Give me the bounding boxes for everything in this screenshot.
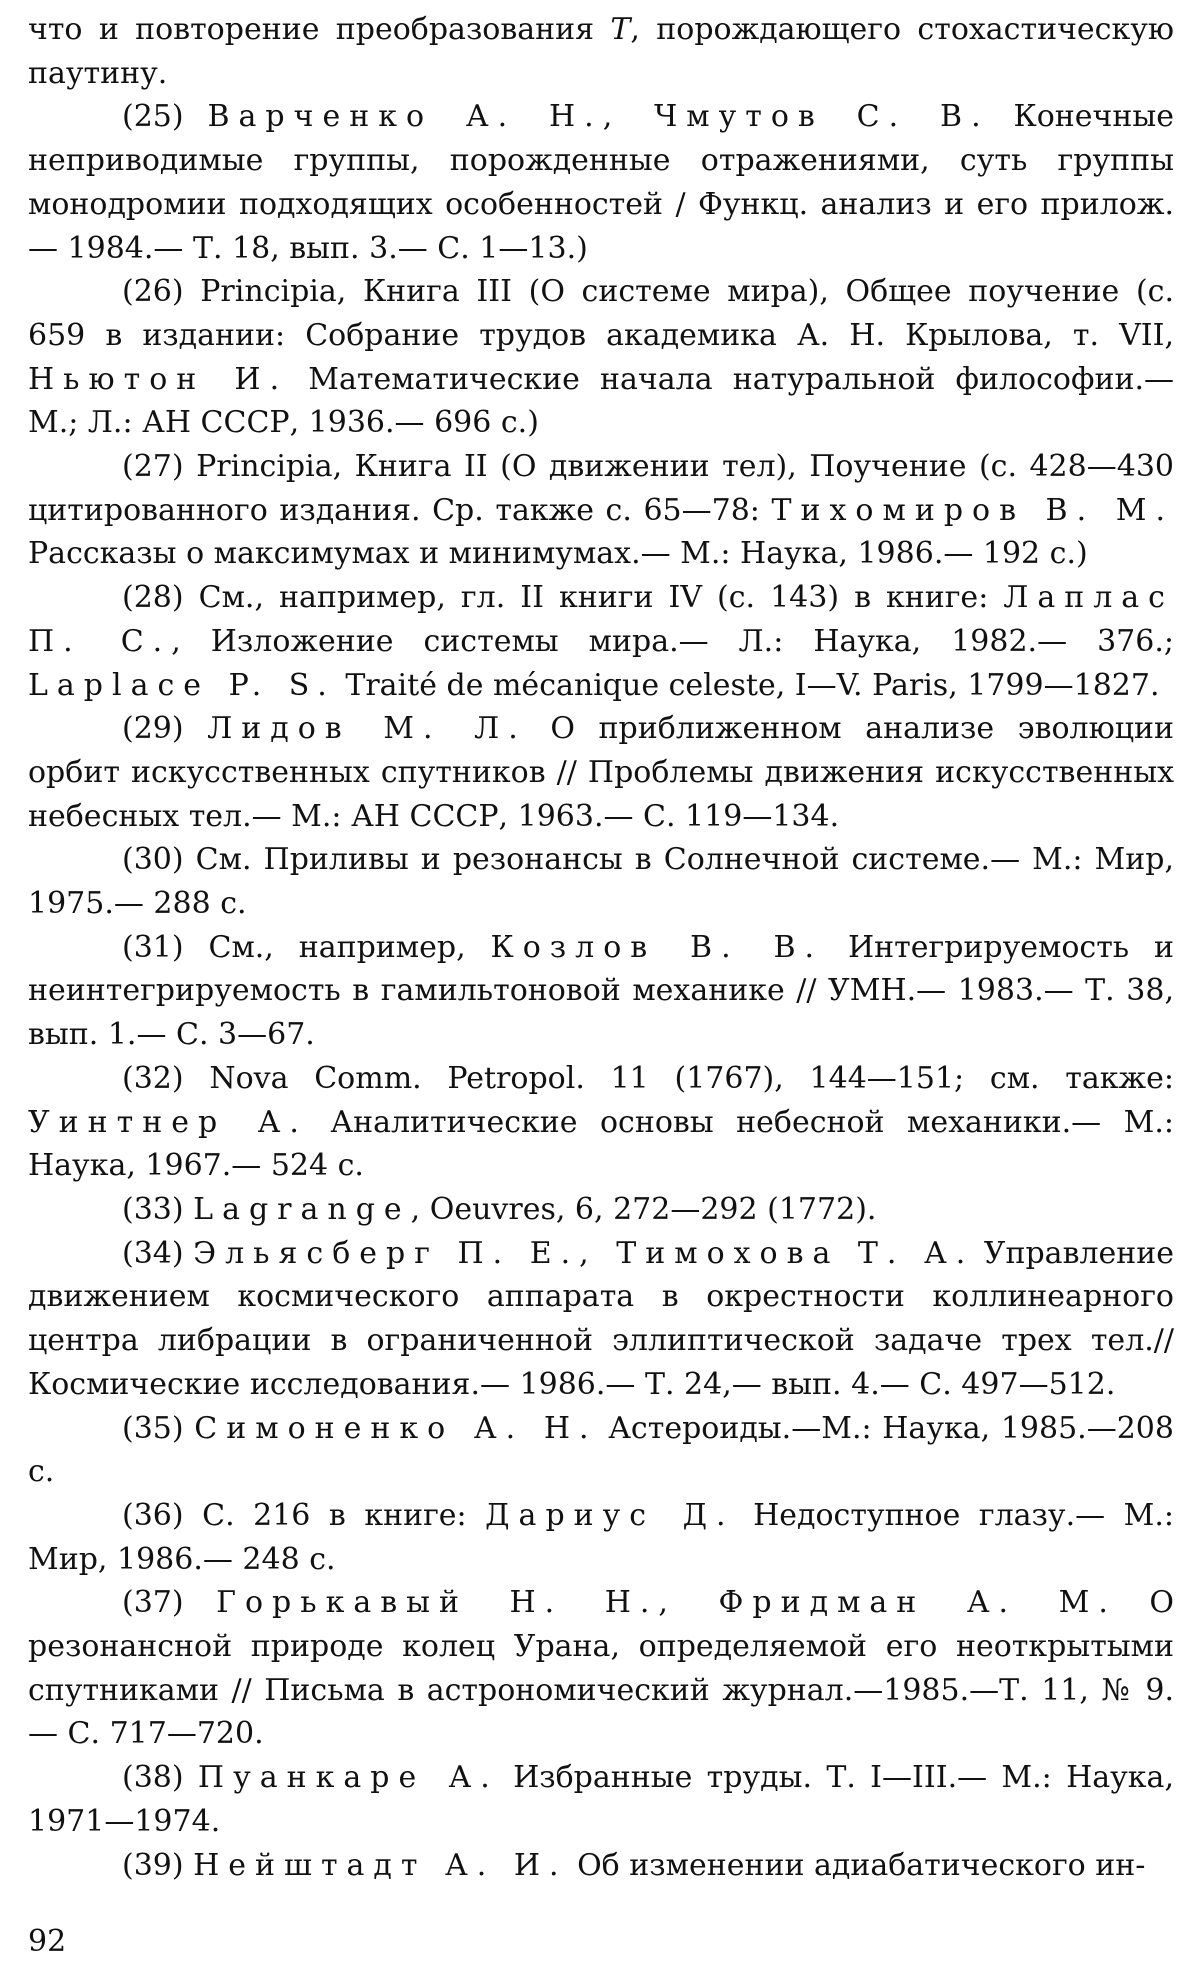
ref-authors: Лаплас П. С. bbox=[28, 580, 1174, 659]
ref-text: Principia, Книга III (О системе мира), Общее поучение (с. 659 в издании: Собрание трудов академика А. Н. Крылова, т. VII, bbox=[28, 274, 1174, 353]
reference-25 bbox=[28, 95, 1174, 270]
reference-27 bbox=[28, 445, 1174, 576]
ref-number: (38) bbox=[122, 1760, 184, 1796]
ref-text: Аналитические основы небесной механики.— М.: Наука, 1967.— 524 с. bbox=[28, 1104, 1174, 1184]
ref-number: (31) bbox=[122, 929, 184, 965]
ref-authors: Эльясберг П. Е., Тимохова Т. А. bbox=[193, 1235, 975, 1271]
references-text bbox=[28, 8, 1174, 1887]
ref-text: Избранные труды. Т. I—III.— М.: Наука, 1971—1974. bbox=[28, 1760, 1174, 1839]
ref-number: (32) bbox=[122, 1060, 184, 1096]
ref-text: О резонансной природе колец Урана, определяемой его неоткрытыми спутниками // Письма в астрономический журнал.—1985.—Т. 11, № 9.— С. 717—720. bbox=[28, 1585, 1174, 1752]
ref-text: Об изменении адиабатического ин- bbox=[567, 1847, 1146, 1883]
reference-35 bbox=[28, 1407, 1174, 1494]
ref-authors: Пуанкаре А. bbox=[197, 1760, 499, 1796]
ref-authors: Лидов М. Л. bbox=[207, 711, 527, 747]
ref-text: Управление движением космического аппарата в окрестности коллинеарного центра либрации в ограниченной эллиптической задаче трех тел.// Космические исследования.— 1986.— Т. 24,— вып. 4.— С. 497—512. bbox=[28, 1235, 1175, 1402]
ref-text: Астероиды.—М.: Наука, 1985.—208 с. bbox=[28, 1410, 1174, 1490]
ref-number: (26) bbox=[122, 274, 184, 310]
reference-39 bbox=[28, 1844, 1174, 1888]
ref-number: (33) bbox=[122, 1191, 184, 1227]
lead-text: что и повторение преобразования bbox=[28, 12, 611, 47]
ref-text: Интегрируемость и неинтегрируемость в гамильтоновой механике // УМН.— 1983.— Т. 38, вып. 1.— С. 3—67. bbox=[28, 929, 1175, 1053]
ref-text: Nova Comm. Petropol. 11 (1767), 144—151; см. также: bbox=[209, 1060, 1175, 1096]
ref-text: Математические начала натуральной философии.— М.; Л.: АН СССР, 1936.— 696 с.) bbox=[28, 361, 1174, 441]
lead-text-end: , порождающего стохастическую паутину. bbox=[28, 12, 1174, 91]
ref-authors: Симоненко А. Н. bbox=[194, 1410, 598, 1446]
ref-authors: Нейштадт А. И. bbox=[193, 1847, 568, 1883]
ref-number: (29) bbox=[122, 711, 184, 747]
ref-authors: Дариус Д. bbox=[485, 1497, 735, 1533]
reference-30 bbox=[28, 838, 1174, 925]
page-number: 92 bbox=[28, 1924, 67, 1959]
reference-37 bbox=[28, 1581, 1174, 1756]
ref-text: Traité de mécanique celeste, I—V. Paris, 1799—1827. bbox=[335, 667, 1160, 703]
ref-number: (39) bbox=[122, 1847, 184, 1883]
reference-34 bbox=[28, 1232, 1174, 1407]
ref-number: (30) bbox=[122, 842, 184, 878]
reference-28 bbox=[28, 576, 1174, 707]
ref-text: Principia, Книга II (О движении тел), Поучение (с. 428—430 цитированного издания. Ср. также с. 65—78: bbox=[28, 449, 1174, 528]
ref-number: (27) bbox=[122, 449, 184, 485]
ref-text: См. Приливы и резонансы в Солнечной системе.— М.: Мир, 1975.— 288 с. bbox=[28, 842, 1174, 922]
ref-text: Конечные неприводимые группы, порожденные отражениями, суть группы монодромии подходящих особенностей / Функц. анализ и его прилож.— 1984.— Т. 18, вып. 3.— С. 1—13.) bbox=[28, 99, 1174, 266]
ref-text: С. 216 в книге: bbox=[202, 1497, 486, 1533]
reference-38 bbox=[28, 1756, 1174, 1843]
ref-text: Недоступное глазу.— М.: Мир, 1986.— 248 с. bbox=[28, 1497, 1174, 1577]
ref-text: , Oeuvres, 6, 272—292 (1772). bbox=[410, 1191, 877, 1227]
reference-29 bbox=[28, 707, 1174, 838]
reference-26 bbox=[28, 270, 1174, 445]
ref-number: (37) bbox=[122, 1585, 184, 1621]
ref-text: О приближенном анализе эволюции орбит искусственных спутников // Проблемы движения искусственных небесных тел.— М.: АН СССР, 1963.— С. 119—134. bbox=[28, 711, 1174, 834]
ref-number: (35) bbox=[122, 1410, 184, 1446]
ref-number: (34) bbox=[122, 1235, 184, 1271]
reference-32 bbox=[28, 1057, 1174, 1188]
reference-33 bbox=[28, 1188, 1174, 1232]
reference-31 bbox=[28, 926, 1174, 1057]
ref-number: (36) bbox=[122, 1497, 184, 1533]
ref-authors: Ньютон И. bbox=[28, 361, 289, 397]
lead-paragraph bbox=[28, 8, 1174, 95]
ref-number: (28) bbox=[122, 580, 184, 616]
ref-authors: Варченко А. Н., Чмутов С. В. bbox=[207, 99, 990, 135]
reference-36 bbox=[28, 1494, 1174, 1581]
ref-authors: Козлов В. В. bbox=[490, 929, 824, 965]
ref-authors: Laplace P. S. bbox=[28, 667, 336, 703]
ref-number: (25) bbox=[122, 99, 184, 135]
ref-authors: Тихомиров В. М. bbox=[771, 492, 1174, 528]
ref-authors: Lagrange bbox=[193, 1191, 411, 1227]
ref-text: См., например, гл. II книги IV (с. 143) в книге: bbox=[198, 580, 1004, 616]
ref-authors: Уинтнер А. bbox=[28, 1104, 308, 1140]
ref-text: См., например, bbox=[208, 929, 491, 965]
ref-text: , Изложение системы мира.— Л.: Наука, 1982.— 376.; bbox=[171, 623, 1174, 659]
ref-authors: Горькавый Н. Н., Фридман А. М. bbox=[216, 1585, 1117, 1621]
transform-symbol: T bbox=[610, 12, 631, 47]
ref-text: Рассказы о максимумах и минимумах.— М.: Наука, 1986.— 192 с.) bbox=[28, 536, 1088, 572]
